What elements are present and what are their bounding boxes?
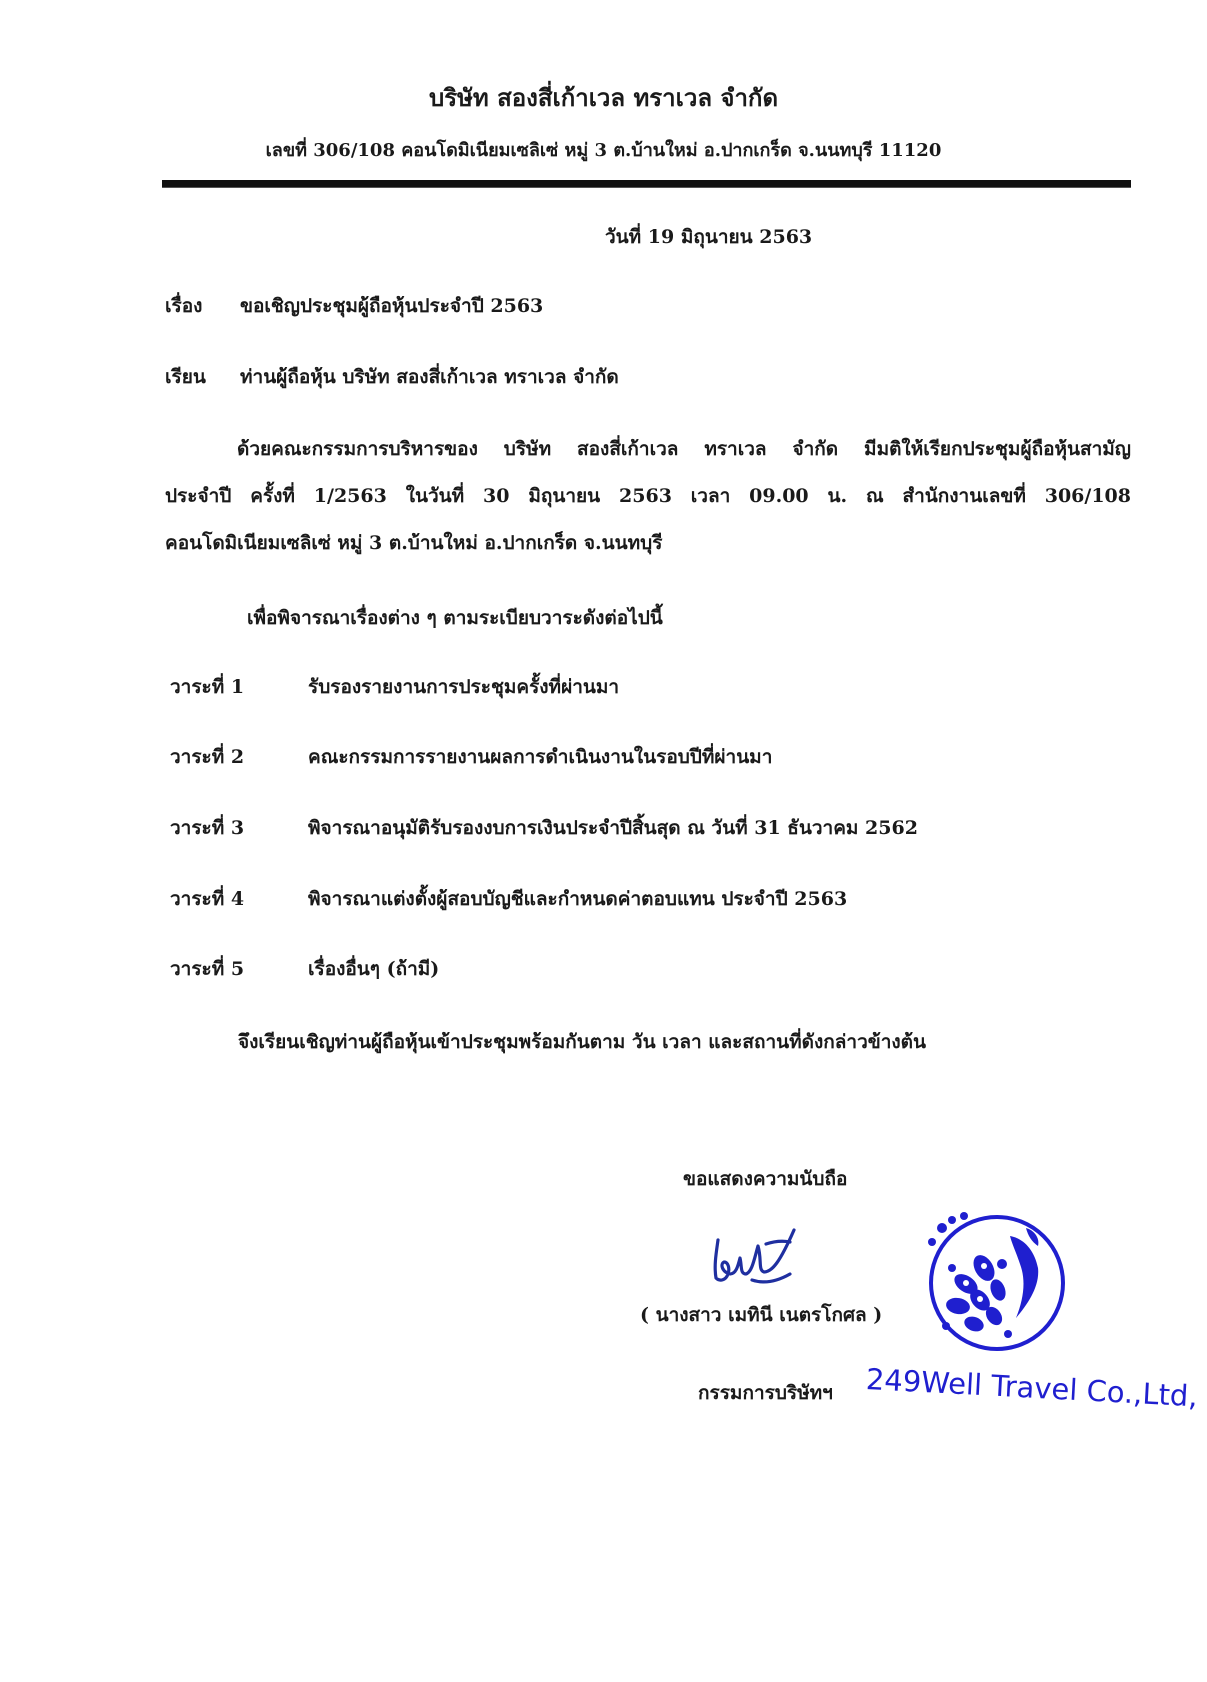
agenda-number: วาระที่ 1: [170, 676, 245, 698]
agenda-number: วาระที่ 5: [170, 958, 245, 980]
agenda-text: รับรองรายงานการประชุมครั้งที่ผ่านมา: [308, 676, 620, 698]
subject-line: [165, 291, 543, 321]
header-divider: [162, 180, 1131, 188]
agenda-item: [170, 884, 847, 914]
regards-text: ขอแสดงความนับถือ: [683, 1168, 848, 1190]
recipient-label: เรียน: [165, 366, 206, 388]
subject-label: เรื่อง: [165, 295, 203, 317]
agenda-number: วาระที่ 4: [170, 888, 245, 910]
signature-graphic: [706, 1222, 802, 1292]
agenda-number: วาระที่ 3: [170, 817, 245, 839]
agenda-item: [170, 742, 772, 772]
agenda-text: คณะกรรมการรายงานผลการดำเนินงานในรอบปีที่ผ่านมา: [308, 746, 773, 768]
company-name: บริษัท สองสี่เก้าเวล ทราเวล จำกัด: [428, 83, 779, 112]
recipient-line: [165, 362, 619, 392]
recipient-text: ท่านผู้ถือหุ้น บริษัท สองสี่เก้าเวล ทราเวล จำกัด: [240, 366, 619, 388]
agenda-text: พิจารณาอนุมัติรับรองงบการเงินประจำปีสิ้นสุด ณ วันที่ 31 ธันวาคม 2562: [308, 817, 918, 839]
body-line-2: ประจำปี ครั้งที่ 1/2563 ในวันที่ 30 มิถุนายน 2563 เวลา 09.00 น. ณ สำนักงานเลขที่ 306/108: [165, 485, 1131, 507]
stamp-company-text: 249Well Travel Co.,Ltd,: [865, 1362, 1199, 1414]
signer-role: กรรมการบริษัทฯ: [698, 1382, 833, 1404]
agenda-item: [170, 813, 918, 843]
agenda-number: วาระที่ 2: [170, 746, 245, 768]
company-address: เลขที่ 306/108 คอนโดมิเนียมเซลิเซ่ หมู่ 3 ต.บ้านใหม่ อ.ปากเกร็ด จ.นนทบุรี 11120: [265, 140, 942, 161]
body-line-3: คอนโดมิเนียมเซลิเซ่ หมู่ 3 ต.บ้านใหม่ อ.ปากเกร็ด จ.นนทบุรี: [165, 532, 663, 554]
company-stamp-logo: [922, 1208, 1072, 1358]
agenda-intro: เพื่อพิจารณาเรื่องต่าง ๆ ตามระเบียบวาระดังต่อไปนี้: [247, 607, 663, 629]
agenda-text: พิจารณาแต่งตั้งผู้สอบบัญชีและกำหนดค่าตอบแทน ประจำปี 2563: [308, 888, 848, 910]
signer-name: ( นางสาว เมทินี เนตรโกศล ): [640, 1304, 883, 1326]
agenda-text: เรื่องอื่นๆ (ถ้ามี): [308, 958, 440, 980]
body-line-1: ด้วยคณะกรรมการบริหารของ บริษัท สองสี่เก้าเวล ทราเวล จำกัด มีมติให้เรียกประชุมผู้ถือหุ้นสามัญ: [237, 438, 1131, 460]
agenda-item: [170, 954, 439, 984]
subject-text: ขอเชิญประชุมผู้ถือหุ้นประจำปี 2563: [240, 295, 544, 317]
letter-date: วันที่ 19 มิถุนายน 2563: [605, 226, 813, 248]
agenda-item: [170, 672, 619, 702]
closing-sentence: จึงเรียนเชิญท่านผู้ถือหุ้นเข้าประชุมพร้อมกันตาม วัน เวลา และสถานที่ดังกล่าวข้างต้น: [238, 1031, 926, 1053]
